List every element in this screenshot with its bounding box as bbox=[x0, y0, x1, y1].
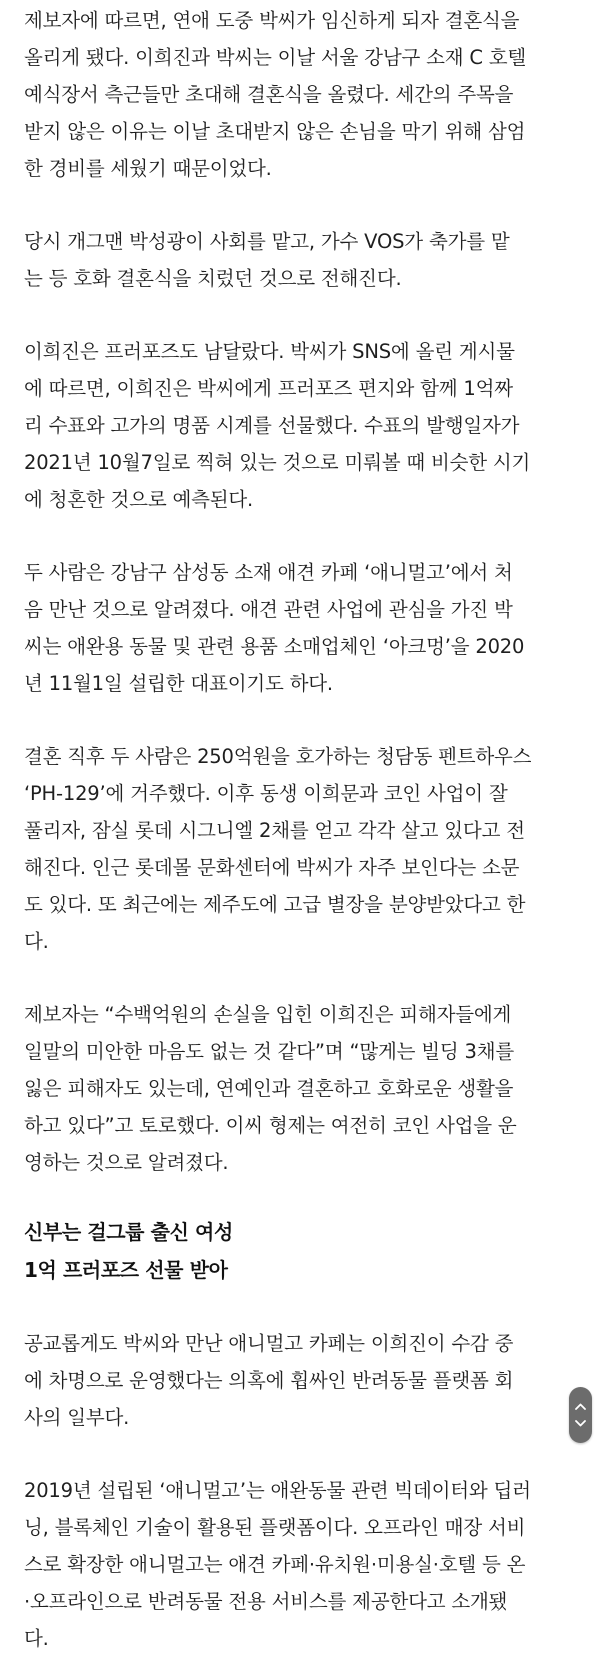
scroll-control[interactable] bbox=[569, 1387, 592, 1443]
chevron-down-icon[interactable] bbox=[575, 1420, 586, 1427]
paragraph-6: 제보자는 “수백억원의 손실을 입힌 이희진은 피해자들에게 일말의 미안한 마음도 없는 것 같다”며 “많게는 빌딩 3채를 잃은 피해자도 있는데, 연예인과 결혼하고 호화로운 생활을 하고 있다”고 토로했다. 이씨 형제는 여전히 코인 사업을 운 영하는 것으로 알려졌다. bbox=[24, 1003, 517, 1174]
paragraph-1: 제보자에 따르면, 연애 도중 박씨가 임신하게 되자 결혼식을 올리게 됐다. 이희진과 박씨는 이날 서울 강남구 소재 C 호텔 예식장서 측근들만 초대해 결혼식을 올렸다. 세간의 주목을 받지 않은 이유는 이날 초대받지 않은 손님을 막기 위해 삼엄 한 경비를 세웠기 때문이었다. bbox=[24, 9, 527, 180]
paragraph-3: 이희진은 프러포즈도 남달랐다. 박씨가 SNS에 올린 게시물 에 따르면, 이희진은 박씨에게 프러포즈 편지와 함께 1억짜 리 수표와 고가의 명품 시계를 선물했다. 수표의 발행일자가 2021년 10월7일로 찍혀 있는 것으로 미뤄볼 때 비슷한 시기 에 청혼한 것으로 예측된다. bbox=[24, 340, 531, 511]
paragraph-4: 두 사람은 강남구 삼성동 소재 애견 카페 ‘애니멀고’에서 처 음 만난 것으로 알려졌다. 애견 관련 사업에 관심을 가진 박 씨는 애완용 동물 및 관련 용품 소매업체인 ‘아크멍’을 2020 년 11월1일 설립한 대표이기도 하다. bbox=[24, 561, 525, 695]
section-subheading: 신부는 걸그룹 출신 여성 1억 프러포즈 선물 받아 bbox=[24, 1220, 233, 1282]
paragraph-8: 2019년 설립된 ‘애니멀고’는 애완동물 관련 빅데이터와 딥러 닝, 블록체인 기술이 활용된 플랫폼이다. 오프라인 매장 서비 스로 확장한 애니멀고는 애견 카페·유치원·미용실·호텔 등 온 ·오프라인으로 반려동물 전용 서비스를 제공한다고 소개됐 다. bbox=[24, 1479, 531, 1650]
paragraph-5: 결혼 직후 두 사람은 250억원을 호가하는 청담동 펜트하우스 ‘PH-129’에 거주했다. 이후 동생 이희문과 코인 사업이 잘 풀리자, 잠실 롯데 시그니엘 2채를 얻고 각각 살고 있다고 전 해진다. 인근 롯데몰 문화센터에 박씨가 자주 보인다는 소문 도 있다. 또 최근에는 제주도에 고급 별장을 분양받았다고 한 다. bbox=[24, 745, 532, 953]
article-body bbox=[0, 2, 600, 1657]
chevron-up-icon[interactable] bbox=[575, 1403, 586, 1410]
paragraph-7: 공교롭게도 박씨와 만난 애니멀고 카페는 이희진이 수감 중 에 차명으로 운영했다는 의혹에 휩싸인 반려동물 플랫폼 회 사의 일부다. bbox=[24, 1332, 514, 1429]
paragraph-2: 당시 개그맨 박성광이 사회를 맡고, 가수 VOS가 축가를 맡 는 등 호화 결혼식을 치렀던 것으로 전해진다. bbox=[24, 230, 510, 290]
